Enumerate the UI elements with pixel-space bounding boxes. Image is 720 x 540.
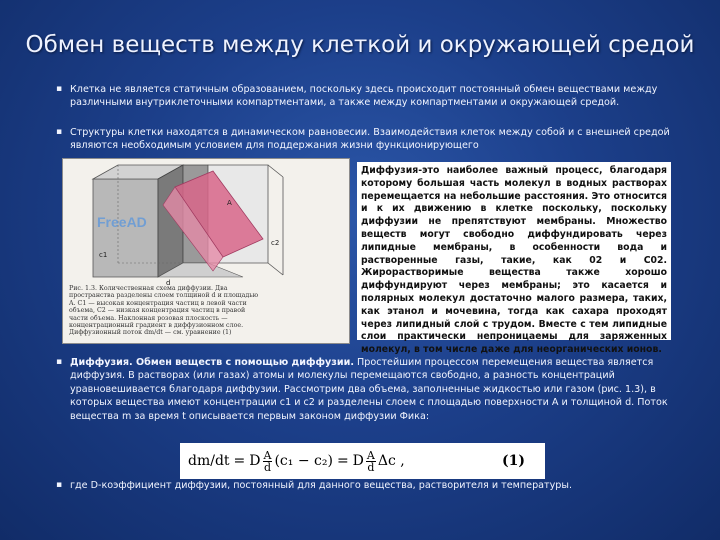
formula-d1: D [249,453,261,469]
formula-lhs: dm/dt [188,453,230,469]
slide-title: Обмен веществ между клеткой и окружающей средой [25,32,695,58]
formula-fraction-2 [366,450,376,473]
fraction-numerator: A [263,448,272,462]
bullet-dot: ▪ [56,127,63,137]
bullet-1-text: Клетка не является статичным образованием, поскольку здесь происходит постоянный обмен веществами между различными внутриклеточными компартментами, а также между компартментами и окружающей средой. [70,84,658,109]
formula-body [188,443,405,479]
watermark: FreeAD [97,214,147,230]
formula-fraction-1 [263,450,273,473]
bullet-dot: ▪ [56,84,63,94]
fraction-denominator: d [263,460,272,474]
fraction-numerator: A [366,448,375,462]
bullet-1 [56,83,690,110]
formula-d2: D [352,453,364,469]
label-c1: c1 [99,251,108,259]
label-a: A [227,199,232,207]
bullet-3 [56,356,690,423]
bullet-2-text: Структуры клетки находятся в динамическом равновесии. Взаимодействия клеток между собой и с внешней средой являются необходимым условием для поддержания жизни функционирующего [70,127,670,152]
diffusion-figure [62,158,350,344]
diffusion-infobox: Диффузия-это наиболее важный процесс, благодаря которому большая часть молекул в водных растворах перемещается на небольшие расстояния. Это относится и к их движению в клетке поскольку, поскольку диффузии не препятствуют мембраны. Множество веществ могут свободно диффундировать через липидные мембраны, в особенности вода и растворенные газы, такие, как 02 и С02. Жирорастворимые вещества также хорошо диффундируют через мембраны; это касается и полярных молекул достаточно малого размера, таких, как этанол и мочевина, тогда как сахара проходят через липидный слой с трудом. Вместе с тем липидные слои практически непроницаемы для заряженных молекул, в том числе даже для неорганических ионов. [357,162,671,340]
bullet-dot: ▪ [56,480,63,490]
bullet-3-heading: Диффузия. Обмен веществ с помощью диффузии. [70,357,354,368]
figure-caption: Рис. 1.3. Количественная схема диффузии. Два пространства разделены слоем толщиной d и площадью A. C1 — высокая концентрация частиц в левой части объема, C2 — низкая концентрация частиц в правой части объема. Наклонная розовая плоскость — концентрационный градиент в диффузионном слое. Диффузионный поток dm/dt — см. уравнение (1) [69,285,259,337]
bullet-2 [56,126,690,153]
bullet-3-text: Простейшим процессом перемещения вещества является диффузия. В растворах (или газах) атомы и молекулы перемещаются свободно, а разность концентраций уравновешивается благодаря диффузии. Рассмотрим два объема, заполненные жидкостью или газом (рис. 1.3), в которых вещества имеют концентрации c1 и c2 и разделены слоем с площадью поверхности А и толщиной d. Поток вещества m за время t описывается первым законом диффузии Фика: [70,357,668,422]
formula-eq2: = [336,453,349,469]
formula-number: (1) [502,453,525,469]
fick-formula [180,443,545,479]
fraction-denominator: d [367,460,375,474]
formula-delta: Δc , [377,453,405,469]
bullet-dot: ▪ [56,357,63,367]
formula-paren: (c₁ − c₂) [274,453,333,469]
label-d: d [166,279,171,287]
formula-eq1: = [233,453,246,469]
bullet-4 [56,479,690,492]
label-c2: c2 [271,239,280,247]
bullet-4-text: где D-коэффициент диффузии, постоянный для данного вещества, растворителя и температуры. [70,480,573,491]
